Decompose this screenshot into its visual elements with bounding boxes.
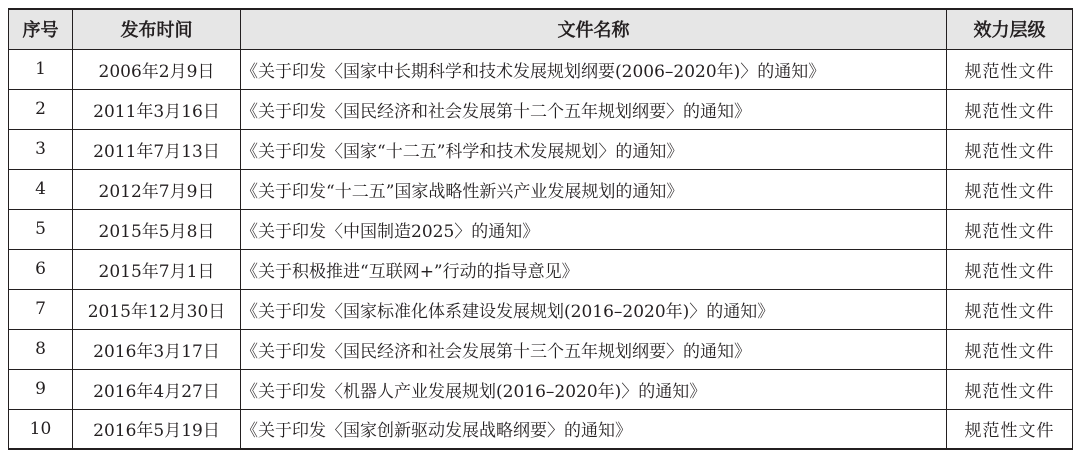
serial-number-cell: 8 [9,329,73,369]
document-name-cell: 《关于积极推进“互联网+”行动的指导意见》 [241,249,947,289]
document-name-cell: 《关于印发〈国家标准化体系建设发展规划(2016–2020年)〉的通知》 [241,289,947,329]
table-body [9,49,1073,449]
table-row [9,329,1073,369]
document-name-cell: 《关于印发〈国民经济和社会发展第十三个五年规划纲要〉的通知》 [241,329,947,369]
table-row [9,409,1073,449]
release-date-cell: 2011年3月16日 [73,89,241,129]
effectiveness-level-cell: 规范性文件 [947,329,1073,369]
effectiveness-level-cell: 规范性文件 [947,409,1073,449]
document-name-cell: 《关于印发〈机器人产业发展规划(2016–2020年)〉的通知》 [241,369,947,409]
table-row [9,169,1073,209]
header-release-date: 发布时间 [73,9,241,49]
serial-number-cell: 1 [9,49,73,89]
effectiveness-level-cell: 规范性文件 [947,249,1073,289]
serial-number-cell: 9 [9,369,73,409]
serial-number-cell: 4 [9,169,73,209]
serial-number-cell: 2 [9,89,73,129]
release-date-cell: 2012年7月9日 [73,169,241,209]
table-header [9,9,1073,49]
table-row [9,249,1073,289]
effectiveness-level-cell: 规范性文件 [947,89,1073,129]
effectiveness-level-cell: 规范性文件 [947,169,1073,209]
effectiveness-level-cell: 规范性文件 [947,369,1073,409]
serial-number-cell: 10 [9,409,73,449]
release-date-cell: 2016年5月19日 [73,409,241,449]
table-row [9,209,1073,249]
release-date-cell: 2015年5月8日 [73,209,241,249]
document-name-cell: 《关于印发〈国家中长期科学和技术发展规划纲要(2006–2020年)〉的通知》 [241,49,947,89]
release-date-cell: 2015年12月30日 [73,289,241,329]
header-row [9,9,1073,49]
document-name-cell: 《关于印发〈中国制造2025〉的通知》 [241,209,947,249]
table-row [9,49,1073,89]
table-row [9,369,1073,409]
table-row [9,289,1073,329]
document-name-cell: 《关于印发〈国民经济和社会发展第十二个五年规划纲要〉的通知》 [241,89,947,129]
header-effectiveness-level: 效力层级 [947,9,1073,49]
table-row [9,89,1073,129]
serial-number-cell: 7 [9,289,73,329]
release-date-cell: 2016年3月17日 [73,329,241,369]
release-date-cell: 2011年7月13日 [73,129,241,169]
effectiveness-level-cell: 规范性文件 [947,289,1073,329]
document-name-cell: 《关于印发〈国家创新驱动发展战略纲要〉的通知》 [241,409,947,449]
serial-number-cell: 6 [9,249,73,289]
serial-number-cell: 3 [9,129,73,169]
document-name-cell: 《关于印发〈国家“十二五”科学和技术发展规划〉的通知》 [241,129,947,169]
release-date-cell: 2015年7月1日 [73,249,241,289]
header-document-name: 文件名称 [241,9,947,49]
header-serial-number: 序号 [9,9,73,49]
serial-number-cell: 5 [9,209,73,249]
effectiveness-level-cell: 规范性文件 [947,49,1073,89]
release-date-cell: 2016年4月27日 [73,369,241,409]
effectiveness-level-cell: 规范性文件 [947,129,1073,169]
document-name-cell: 《关于印发“十二五”国家战略性新兴产业发展规划的通知》 [241,169,947,209]
policy-documents-table [8,8,1073,450]
effectiveness-level-cell: 规范性文件 [947,209,1073,249]
table-row [9,129,1073,169]
release-date-cell: 2006年2月9日 [73,49,241,89]
